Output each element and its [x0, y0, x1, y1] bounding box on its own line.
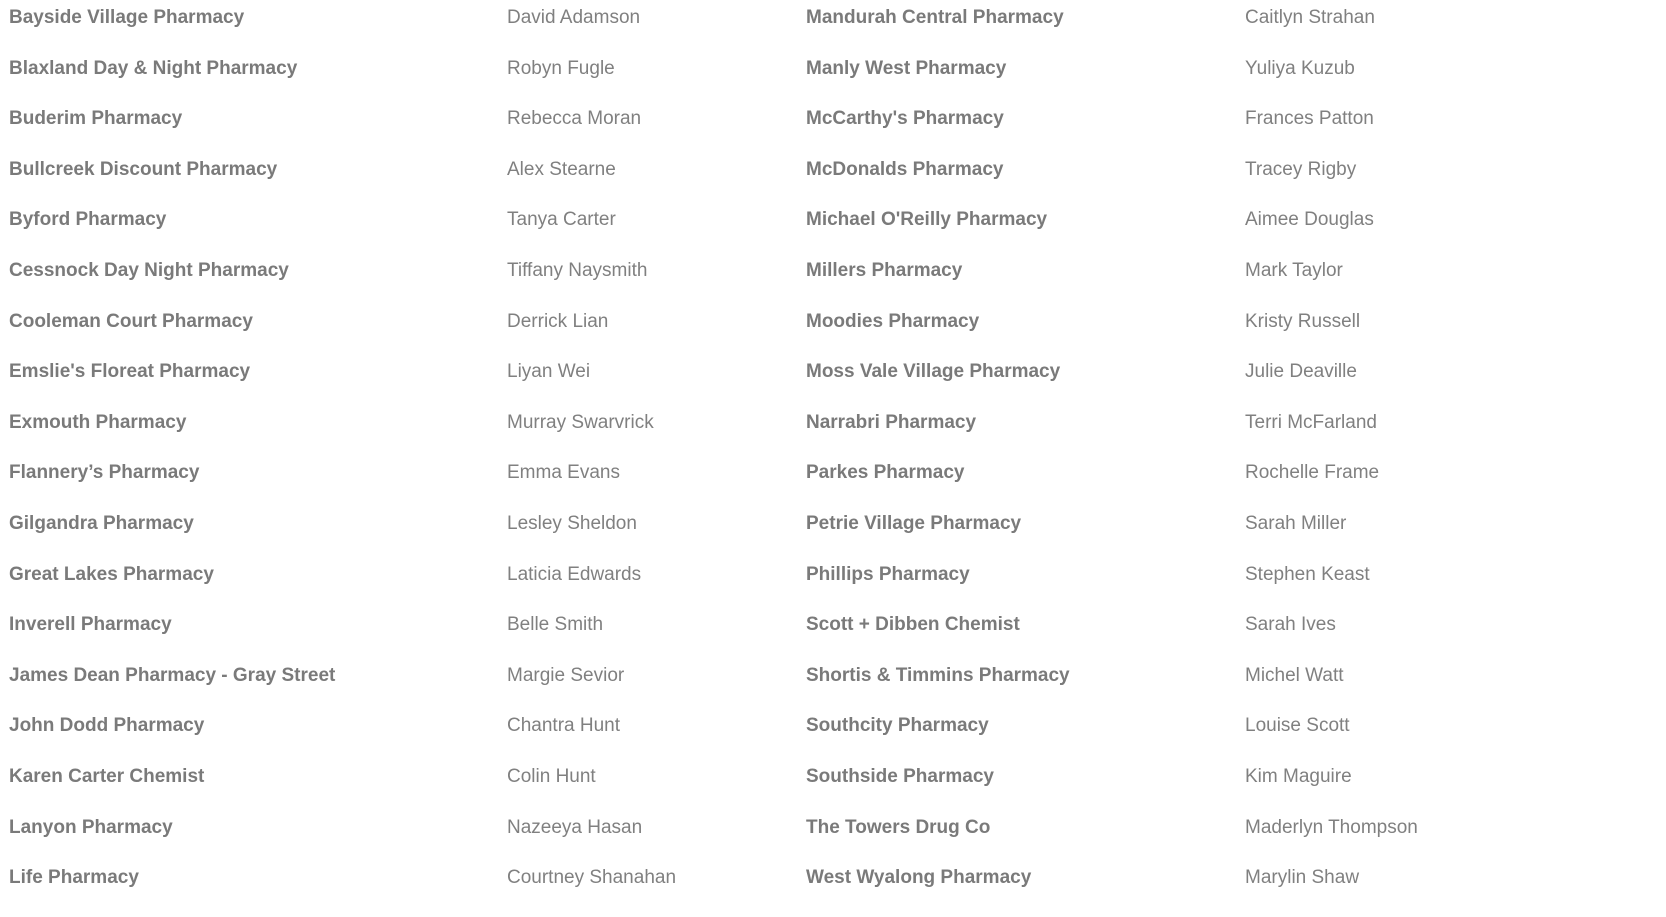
right-pharmacy-name: Mandurah Central Pharmacy — [806, 7, 1064, 28]
right-pharmacy-name: Millers Pharmacy — [806, 259, 963, 281]
left-pharmacy-name: Exmouth Pharmacy — [9, 411, 187, 433]
table-row — [9, 563, 1649, 614]
table-row — [9, 866, 1649, 917]
right-pharmacy-name: Moodies Pharmacy — [806, 310, 980, 332]
right-contact-name: Kristy Russell — [1245, 310, 1361, 332]
left-pharmacy-name: Byford Pharmacy — [9, 209, 167, 231]
table-row — [9, 664, 1649, 715]
left-contact-name: Rebecca Moran — [507, 108, 642, 130]
right-contact-name: Sarah Miller — [1245, 512, 1347, 534]
left-contact-name: Laticia Edwards — [507, 563, 642, 585]
right-pharmacy-name: Scott + Dibben Chemist — [806, 614, 1020, 636]
pharmacy-contact-table — [9, 6, 1649, 917]
right-pharmacy-name: Michael O'Reilly Pharmacy — [806, 209, 1048, 231]
left-pharmacy-name: James Dean Pharmacy - Gray Street — [9, 664, 336, 686]
left-contact-name: Emma Evans — [507, 462, 620, 484]
left-contact-name: Derrick Lian — [507, 310, 609, 332]
table-row — [9, 411, 1649, 462]
left-pharmacy-name: Karen Carter Chemist — [9, 765, 205, 787]
right-contact-name: Marylin Shaw — [1245, 867, 1360, 889]
right-contact-name: Mark Taylor — [1245, 259, 1343, 281]
left-pharmacy-name: Life Pharmacy — [9, 867, 139, 889]
right-contact-name: Caitlyn Strahan — [1245, 7, 1375, 28]
right-pharmacy-name: Manly West Pharmacy — [806, 57, 1007, 79]
table-row — [9, 461, 1649, 512]
left-contact-name: Margie Sevior — [507, 664, 625, 686]
left-pharmacy-name: Inverell Pharmacy — [9, 614, 172, 636]
table-row — [9, 57, 1649, 108]
table-row — [9, 816, 1649, 867]
right-pharmacy-name: The Towers Drug Co — [806, 816, 991, 838]
left-pharmacy-name: Great Lakes Pharmacy — [9, 563, 214, 585]
right-pharmacy-name: Parkes Pharmacy — [806, 462, 965, 484]
table-row — [9, 714, 1649, 765]
table-row — [9, 259, 1649, 310]
right-pharmacy-name: Shortis & Timmins Pharmacy — [806, 664, 1070, 686]
left-contact-name: Tiffany Naysmith — [507, 259, 648, 281]
table-row — [9, 360, 1649, 411]
right-contact-name: Michel Watt — [1245, 664, 1344, 686]
table-row — [9, 310, 1649, 361]
right-contact-name: Terri McFarland — [1245, 411, 1377, 433]
left-pharmacy-name: Buderim Pharmacy — [9, 108, 183, 130]
table-row — [9, 512, 1649, 563]
right-pharmacy-name: Southcity Pharmacy — [806, 715, 989, 737]
right-pharmacy-name: Narrabri Pharmacy — [806, 411, 977, 433]
left-pharmacy-name: Flannery’s Pharmacy — [9, 462, 200, 484]
left-contact-name: Tanya Carter — [507, 209, 616, 231]
right-contact-name: Sarah Ives — [1245, 614, 1336, 636]
table-row — [9, 107, 1649, 158]
left-contact-name: Murray Swarvrick — [507, 411, 654, 433]
right-pharmacy-name: Southside Pharmacy — [806, 765, 994, 787]
right-contact-name: Rochelle Frame — [1245, 462, 1380, 484]
right-contact-name: Louise Scott — [1245, 715, 1350, 737]
right-contact-name: Kim Maguire — [1245, 765, 1352, 787]
right-contact-name: Yuliya Kuzub — [1245, 57, 1355, 79]
left-pharmacy-name: Blaxland Day & Night Pharmacy — [9, 57, 298, 79]
right-pharmacy-name: Moss Vale Village Pharmacy — [806, 361, 1061, 383]
left-contact-name: Nazeeya Hasan — [507, 816, 643, 838]
table-row — [9, 6, 1649, 57]
right-pharmacy-name: West Wyalong Pharmacy — [806, 867, 1032, 889]
right-pharmacy-name: McCarthy's Pharmacy — [806, 108, 1004, 130]
right-contact-name: Stephen Keast — [1245, 563, 1370, 585]
table-row — [9, 613, 1649, 664]
left-contact-name: Lesley Sheldon — [507, 512, 637, 534]
table-row — [9, 765, 1649, 816]
left-contact-name: Liyan Wei — [507, 361, 591, 383]
right-contact-name: Julie Deaville — [1245, 361, 1357, 383]
left-contact-name: Chantra Hunt — [507, 715, 621, 737]
left-pharmacy-name: Emslie's Floreat Pharmacy — [9, 361, 251, 383]
left-contact-name: Alex Stearne — [507, 158, 616, 180]
left-contact-name: Belle Smith — [507, 614, 604, 636]
right-contact-name: Maderlyn Thompson — [1245, 816, 1418, 838]
table-row — [9, 158, 1649, 209]
table-row — [9, 208, 1649, 259]
right-pharmacy-name: Phillips Pharmacy — [806, 563, 970, 585]
left-contact-name: Robyn Fugle — [507, 57, 615, 79]
left-pharmacy-name: John Dodd Pharmacy — [9, 715, 205, 737]
left-contact-name: David Adamson — [507, 7, 641, 28]
right-contact-name: Aimee Douglas — [1245, 209, 1374, 231]
left-pharmacy-name: Bayside Village Pharmacy — [9, 7, 245, 28]
left-pharmacy-name: Cooleman Court Pharmacy — [9, 310, 253, 332]
right-pharmacy-name: McDonalds Pharmacy — [806, 158, 1004, 180]
left-contact-name: Colin Hunt — [507, 765, 596, 787]
left-pharmacy-name: Cessnock Day Night Pharmacy — [9, 259, 289, 281]
left-pharmacy-name: Lanyon Pharmacy — [9, 816, 173, 838]
right-contact-name: Tracey Rigby — [1245, 158, 1357, 180]
right-pharmacy-name: Petrie Village Pharmacy — [806, 512, 1022, 534]
left-pharmacy-name: Gilgandra Pharmacy — [9, 512, 194, 534]
left-contact-name: Courtney Shanahan — [507, 867, 677, 889]
left-pharmacy-name: Bullcreek Discount Pharmacy — [9, 158, 278, 180]
right-contact-name: Frances Patton — [1245, 108, 1374, 130]
